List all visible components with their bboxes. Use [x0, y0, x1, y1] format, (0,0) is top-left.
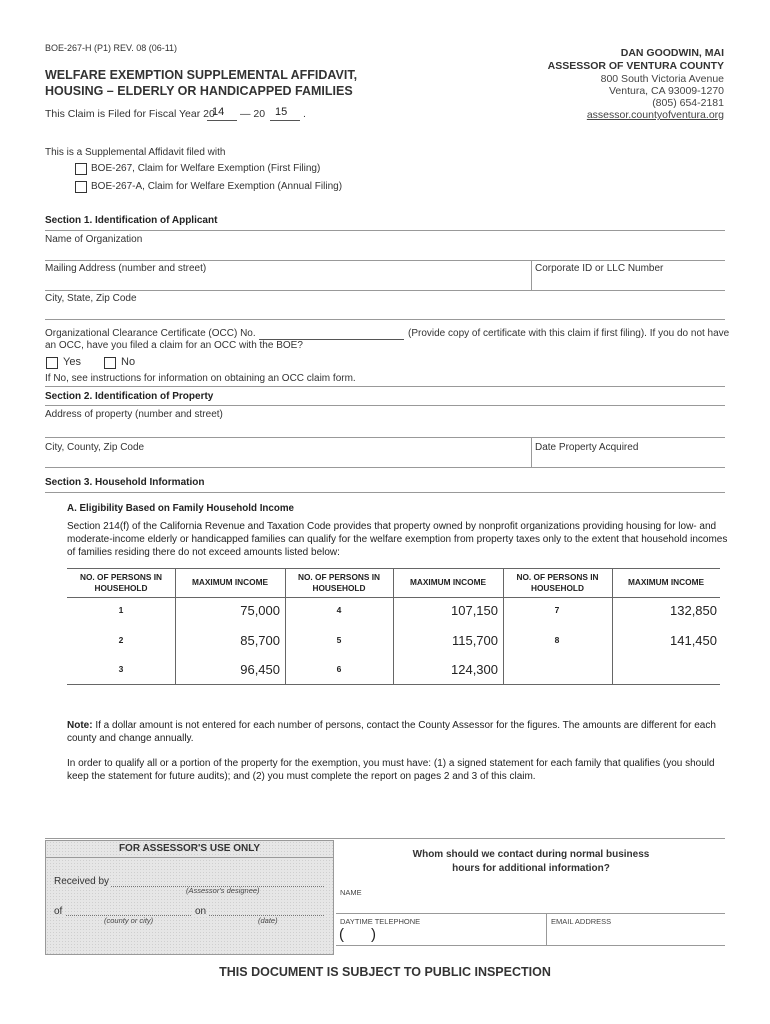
city-state-zip-field[interactable]: City, State, Zip Code	[45, 293, 137, 304]
section2-title: Section 2. Identification of Property	[45, 391, 214, 402]
supplemental-intro: This is a Supplemental Affidavit filed with	[45, 147, 226, 158]
boe-267-checkbox[interactable]	[75, 163, 87, 175]
note-label: Note:	[67, 720, 93, 731]
fiscal-year-label: This Claim is Filed for Fiscal Year 20	[45, 108, 215, 120]
contact-question-line1: Whom should we contact during normal business	[412, 849, 650, 860]
occ-no-label: No	[121, 356, 136, 368]
income-cell[interactable]: 132,850	[670, 603, 717, 618]
date-acquired-field[interactable]: Date Property Acquired	[535, 442, 639, 453]
org-name-field[interactable]: Name of Organization	[45, 234, 143, 245]
qualify-line2: keep the statement for future audits); and (2) you must complete the report on pages 2 and 3 of this claim.	[67, 771, 536, 782]
income-cell[interactable]: 115,700	[451, 633, 498, 648]
occ-label: Organizational Clearance Certificate (OCC) No.	[45, 328, 256, 339]
section3-para-line2: moderate-income elderly or handicapped families can qualify for the welfare exemption from property taxes only to the extent that household incomes	[67, 534, 728, 545]
section3-title: Section 3. Household Information	[45, 477, 205, 488]
occ-question: an OCC, have you filed a claim for an OCC with the BOE?	[45, 340, 303, 351]
city-county-zip-field[interactable]: City, County, Zip Code	[45, 442, 145, 453]
boe-267a-checkbox[interactable]	[75, 181, 87, 193]
on-label: on	[195, 906, 207, 917]
occ-yes-label: Yes	[63, 356, 81, 368]
received-by-label: Received by	[54, 876, 110, 887]
assessor-name: DAN GOODWIN, MAI	[620, 47, 724, 59]
mailing-address-field[interactable]: Mailing Address (number and street)	[45, 263, 207, 274]
persons-cell: 8	[554, 635, 560, 645]
contact-question-line2: hours for additional information?	[452, 863, 610, 874]
contact-name-field[interactable]: NAME	[340, 888, 362, 897]
assessor-use-title: FOR ASSESSOR'S USE ONLY	[118, 843, 261, 854]
persons-cell: 1	[118, 605, 124, 615]
income-cell[interactable]: 85,700	[240, 633, 280, 648]
occ-note: (Provide copy of certificate with this claim if first filing). If you do not have	[408, 328, 730, 339]
persons-cell: 2	[118, 635, 124, 645]
contact-email-field[interactable]: EMAIL ADDRESS	[551, 917, 612, 926]
note-text: If a dollar amount is not entered for each number of persons, contact the County Assessor for the figures. The amounts are different for each	[95, 720, 716, 731]
section3-para-line3: of families residing there do not exceed amounts listed below:	[67, 547, 340, 558]
income-cell[interactable]: 141,450	[670, 633, 717, 648]
county-city-caption: (county or city)	[104, 916, 154, 925]
designee-caption: (Assessor's designee)	[186, 886, 260, 895]
corporate-id-field[interactable]: Corporate ID or LLC Number	[535, 263, 664, 274]
note-line1	[67, 719, 716, 732]
note-line2: county and change annually.	[67, 733, 194, 744]
col-persons-header-1: NO. OF PERSONS IN HOUSEHOLD	[79, 572, 163, 593]
col-income-header-3: MAXIMUM INCOME	[627, 577, 705, 587]
contact-phone-field[interactable]: DAYTIME TELEPHONE	[340, 917, 421, 926]
phone-paren-close: )	[371, 926, 376, 943]
assessor-website-link[interactable]: assessor.countyofventura.org	[586, 109, 724, 121]
fiscal-year-dash: — 20	[240, 108, 266, 120]
persons-cell: 5	[336, 635, 342, 645]
occ-instructions: If No, see instructions for information on obtaining an OCC claim form.	[45, 373, 356, 384]
form-title-line1: WELFARE EXEMPTION SUPPLEMENTAL AFFIDAVIT,	[45, 68, 358, 82]
public-inspection-notice: THIS DOCUMENT IS SUBJECT TO PUBLIC INSPECTION	[219, 965, 551, 979]
form-id: BOE-267-H (P1) REV. 08 (06-11)	[45, 43, 178, 53]
income-cell[interactable]: 96,450	[240, 662, 280, 677]
persons-cell: 6	[336, 664, 342, 674]
phone-paren-open: (	[339, 926, 344, 943]
section1-title: Section 1. Identification of Applicant	[45, 215, 218, 226]
property-address-field[interactable]: Address of property (number and street)	[45, 409, 223, 420]
assessor-street: 800 South Victoria Avenue	[600, 73, 724, 85]
fiscal-year-start[interactable]: 14	[212, 106, 225, 118]
income-cell[interactable]: 75,000	[240, 603, 280, 618]
boe-267a-label: BOE-267-A, Claim for Welfare Exemption (Annual Filing)	[91, 181, 343, 192]
occ-no-checkbox[interactable]	[104, 357, 116, 369]
assessor-phone: (805) 654-2181	[652, 97, 724, 109]
date-caption: (date)	[258, 916, 278, 925]
persons-cell: 3	[118, 664, 124, 674]
col-persons-header-2: NO. OF PERSONS IN HOUSEHOLD	[297, 572, 381, 593]
boe-267-label: BOE-267, Claim for Welfare Exemption (First Filing)	[91, 163, 321, 174]
contact-question	[336, 848, 726, 876]
income-cell[interactable]: 107,150	[451, 603, 498, 618]
section3a-title: A. Eligibility Based on Family Household Income	[67, 503, 294, 514]
income-cell[interactable]: 124,300	[451, 662, 498, 677]
fiscal-year-end[interactable]: 15	[275, 106, 288, 118]
col-persons-header-3: NO. OF PERSONS IN HOUSEHOLD	[516, 572, 599, 593]
col-income-header-2: MAXIMUM INCOME	[409, 577, 487, 587]
of-label: of	[54, 906, 63, 917]
occ-yes-checkbox[interactable]	[46, 357, 58, 369]
assessor-use-box	[45, 840, 334, 955]
assessor-office: ASSESSOR OF VENTURA COUNTY	[547, 60, 724, 72]
persons-cell: 4	[336, 605, 342, 615]
form-title-line2: HOUSING – ELDERLY OR HANDICAPPED FAMILIES	[45, 84, 353, 98]
section3-para-line1: Section 214(f) of the California Revenue and Taxation Code provides that property owned by nonprofit organizations providing housing for low- and	[67, 521, 717, 532]
assessor-city: Ventura, CA 93009-1270	[608, 85, 724, 97]
col-income-header-1: MAXIMUM INCOME	[191, 577, 269, 587]
qualify-line1: In order to qualify all or a portion of the property for the exemption, you must have: (1) a signed statement for each family that qualifies (you should	[67, 758, 715, 769]
fiscal-year-period: .	[303, 108, 306, 120]
persons-cell: 7	[554, 605, 560, 615]
